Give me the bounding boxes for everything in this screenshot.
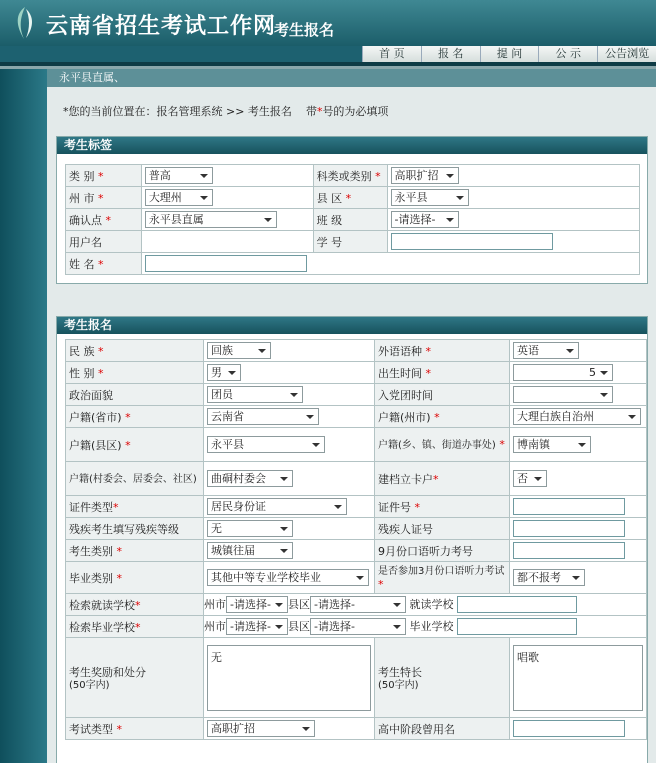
- required-mark: *: [135, 620, 141, 634]
- site-banner: [0, 0, 656, 46]
- required-mark: *: [425, 344, 431, 358]
- awards-limit: (50字内): [69, 679, 110, 691]
- current-school-short-label: 就读学校: [409, 597, 454, 611]
- category-select[interactable]: 普高: [145, 167, 213, 184]
- grad-school-input[interactable]: [457, 618, 577, 635]
- exam-type-select[interactable]: 高职扩招: [207, 720, 315, 737]
- town-label: 户籍(乡、镇、街道办事处): [378, 439, 496, 451]
- grad-school-short-label: 毕业学校: [409, 619, 454, 633]
- current-school-label: 检索就读学校: [69, 598, 135, 612]
- ethnic-select[interactable]: 回族: [207, 342, 271, 359]
- nav-notices[interactable]: 公告浏览: [597, 46, 656, 62]
- category-label: 类 别: [69, 169, 95, 183]
- politics-select[interactable]: 团员: [207, 386, 303, 403]
- sidebar: [0, 69, 47, 763]
- current-city-select[interactable]: -请选择-: [226, 596, 288, 613]
- required-mark: *: [98, 344, 104, 358]
- breadcrumb-note-a: 带: [305, 105, 317, 118]
- confirm-point-label: 确认点: [69, 213, 102, 227]
- oral-no-input[interactable]: [513, 542, 625, 559]
- exam-type-label: 考试类型: [69, 722, 113, 736]
- pref-label: 户籍(州市): [378, 410, 431, 424]
- prov-select[interactable]: 云南省: [207, 408, 319, 425]
- former-name-input[interactable]: [513, 720, 625, 737]
- site-logo-icon: [10, 6, 40, 40]
- birth-label: 出生时间: [378, 366, 422, 380]
- required-mark: *: [116, 722, 122, 736]
- tag-panel: [56, 136, 648, 284]
- disability-cert-input[interactable]: [513, 520, 625, 537]
- class-select[interactable]: -请选择-: [391, 211, 459, 228]
- tag-table: [65, 164, 640, 275]
- current-county-label: 县区: [288, 597, 310, 611]
- village-label: 户籍(村委会、居委会、社区): [69, 473, 197, 485]
- hk-county-select[interactable]: 永平县: [207, 436, 325, 453]
- town-select[interactable]: 博南镇: [513, 436, 591, 453]
- nav-question[interactable]: 提 问: [480, 46, 539, 62]
- specialty-label: 考生特长: [378, 665, 422, 679]
- required-mark: *: [116, 571, 122, 585]
- id-no-label: 证件号: [378, 500, 411, 514]
- subject-label: 科类或类别: [316, 169, 372, 183]
- required-mark: *: [113, 500, 119, 514]
- required-mark: *: [98, 169, 104, 183]
- pref-select[interactable]: 大理白族自治州: [513, 408, 641, 425]
- required-mark: *: [433, 472, 439, 486]
- required-mark: *: [414, 500, 420, 514]
- required-mark: *: [98, 366, 104, 380]
- required-mark: *: [105, 213, 111, 227]
- grad-cat-label: 毕业类别: [69, 571, 113, 585]
- current-county-select[interactable]: -请选择-: [310, 596, 406, 613]
- grad-cat-select[interactable]: 其他中等专业学校毕业: [207, 569, 369, 586]
- id-type-select[interactable]: 居民身份证: [207, 498, 347, 515]
- grad-city-select[interactable]: -请选择-: [226, 618, 288, 635]
- name-input[interactable]: [145, 255, 307, 272]
- current-city-label: 州市: [204, 597, 226, 611]
- poor-select[interactable]: 否: [513, 470, 547, 487]
- former-name-label: 高中阶段曾用名: [375, 718, 510, 740]
- required-mark: *: [125, 438, 131, 452]
- march-oral-label: 是否参加3月份口语听力考试: [378, 566, 505, 577]
- required-mark: *: [499, 437, 505, 451]
- grad-school-label: 检索毕业学校: [69, 620, 135, 634]
- name-label: 姓 名: [69, 257, 95, 271]
- awards-label: 考生奖励和处分: [69, 665, 146, 679]
- required-mark: *: [434, 410, 440, 424]
- prov-label: 户籍(省市): [69, 410, 122, 424]
- breadcrumb-note-b: 号的为必填项: [322, 105, 389, 118]
- grad-city-label: 州市: [204, 619, 226, 633]
- required-mark: *: [378, 578, 384, 591]
- nav-home[interactable]: 首 页: [362, 46, 421, 62]
- specialty-limit: (50字内): [378, 679, 419, 691]
- gender-label: 性 别: [69, 366, 95, 380]
- breadcrumb-note-star: *: [316, 105, 323, 118]
- disability-cert-label: 残疾人证号: [375, 518, 510, 540]
- specialty-textarea[interactable]: 唱歌: [513, 645, 643, 711]
- nav-apply[interactable]: 报 名: [421, 46, 480, 62]
- user-info-bar: 永平县直属、: [47, 69, 656, 87]
- awards-textarea[interactable]: 无: [207, 645, 371, 711]
- examinee-cat-label: 考生类别: [69, 544, 113, 558]
- required-mark: *: [125, 410, 131, 424]
- class-label: 班 级: [313, 209, 387, 231]
- disability-level-label: 残疾考生填写残疾等级: [66, 518, 204, 540]
- hk-county-label: 户籍(县区): [69, 438, 122, 452]
- ethnic-label: 民 族: [69, 344, 95, 358]
- confirm-point-select[interactable]: 永平县直属: [145, 211, 277, 228]
- id-type-label: 证件类型: [69, 500, 113, 514]
- county-label: 县 区: [316, 191, 343, 205]
- breadcrumb: [63, 103, 388, 119]
- required-mark: *: [345, 191, 352, 205]
- student-no-input[interactable]: [391, 233, 553, 250]
- current-school-input[interactable]: [457, 596, 577, 613]
- apply-table: [65, 339, 647, 740]
- username-value: [141, 231, 313, 253]
- party-label: 入党团时间: [375, 384, 510, 406]
- required-mark: *: [116, 544, 122, 558]
- grad-county-select[interactable]: -请选择-: [310, 618, 406, 635]
- required-mark: *: [98, 257, 104, 271]
- party-date-select[interactable]: [513, 386, 613, 403]
- poor-label: 建档立卡户: [378, 472, 433, 486]
- main-content: [47, 69, 656, 763]
- county-select[interactable]: 永平县: [391, 189, 469, 206]
- breadcrumb-path: *您的当前位置在：报名管理系统 >> 考生报名: [63, 105, 292, 118]
- gender-select[interactable]: 男: [207, 364, 241, 381]
- march-oral-select[interactable]: 都不报考: [513, 569, 585, 586]
- required-mark: *: [98, 191, 104, 205]
- apply-panel-title: 考生报名: [57, 317, 647, 334]
- city-label: 州 市: [69, 191, 95, 205]
- site-title: 云南省招生考试工作网: [46, 14, 277, 39]
- username-label: 用户名: [66, 231, 142, 253]
- student-no-label: 学 号: [313, 231, 387, 253]
- id-no-input[interactable]: [513, 498, 625, 515]
- required-mark: *: [375, 169, 381, 183]
- city-select[interactable]: 大理州: [145, 189, 213, 206]
- top-nav: [362, 46, 656, 62]
- nav-public[interactable]: 公 示: [538, 46, 597, 62]
- tag-panel-title: 考生标签: [57, 137, 647, 154]
- politics-label: 政治面貌: [66, 384, 204, 406]
- examinee-cat-select[interactable]: 城镇往届: [207, 542, 293, 559]
- grad-county-label: 县区: [288, 619, 310, 633]
- village-select[interactable]: 曲硐村委会: [207, 470, 293, 487]
- subject-select[interactable]: 高职扩招: [391, 167, 459, 184]
- disability-level-select[interactable]: 无: [207, 520, 293, 537]
- language-select[interactable]: 英语: [513, 342, 579, 359]
- apply-panel: [56, 316, 648, 763]
- birth-select[interactable]: 5: [513, 364, 613, 381]
- required-mark: *: [425, 366, 431, 380]
- section-title: 考生报名: [274, 21, 335, 39]
- required-mark: *: [135, 598, 141, 612]
- oral-no-label: 9月份口语听力考号: [375, 540, 510, 562]
- language-label: 外语语种: [378, 344, 422, 358]
